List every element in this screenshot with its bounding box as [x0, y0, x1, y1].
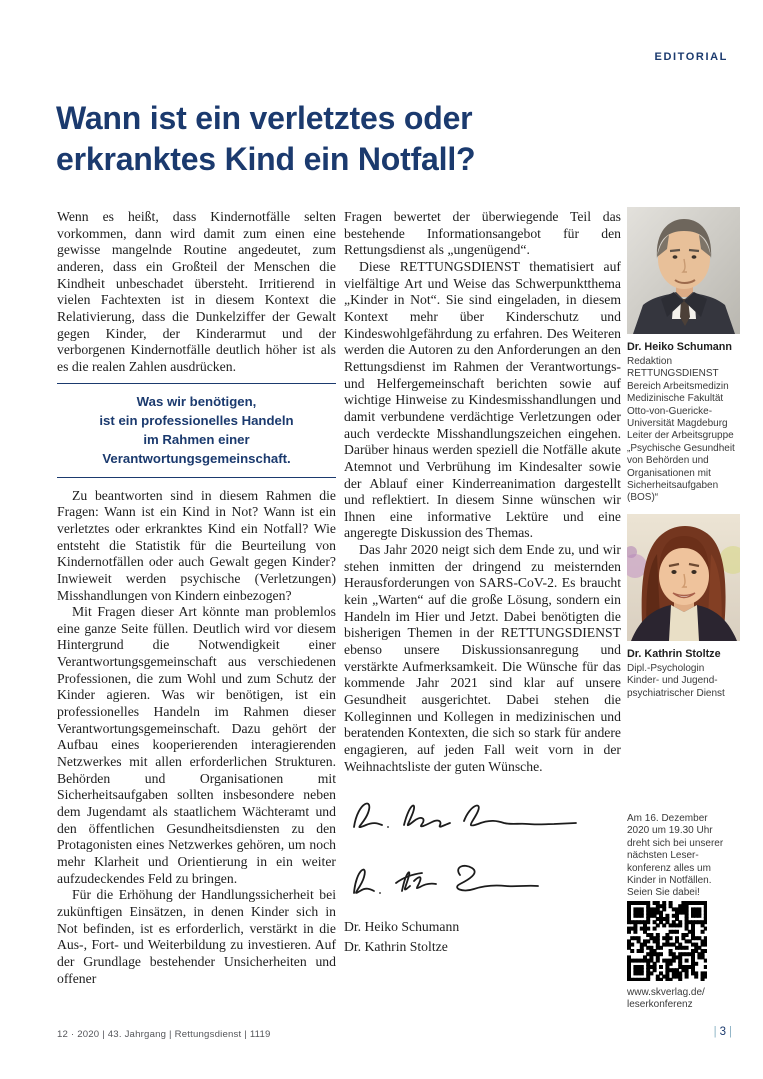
- page-number-bar-right: |: [729, 1026, 732, 1038]
- footer-issue-info: 12 · 2020 | 43. Jahrgang | Rettungsdienst | 1119: [57, 1029, 271, 1040]
- author-photo-heiko-schumann: [627, 207, 740, 334]
- author2-name: Dr. Kathrin Stoltze: [627, 648, 721, 660]
- signature-kathrin-stoltze-image: [344, 853, 569, 905]
- article-column-1: [57, 209, 336, 987]
- page-title: Wann ist ein verletztes oder erkranktes Kind ein Notfall?: [56, 100, 476, 177]
- page-number: [711, 1026, 735, 1038]
- paragraph-group-col1: Zu beantworten sind in diesem Rahmen die Fragen: Wann ist ein Kind in Not? Wann ist ein verletztes oder erkranktes Kind ein Notfall? Wie entsteht die Statistik für die Beurteilung von Kindernotfällen oder auch Gewalt gegen Kinder? Inwieweit werden psychische (Verletzungen) Misshandlungen von Kindern einbezogen? Mit Fragen dieser Art könnte man problemlos eine ganze Seite füllen. Deutlich wird vor diesem Hintergrund die Notwendigkeit einer Verantwortungsgemeinschaft aus verschiedenen Professionen, die zum Wohl und zum Schutz der Kinder agieren. Was wir benötigen, ist ein professionelles Handeln im Rahmen dieser Verantwortungsgemeinschaft. Dazu gehört der Aufbau eines kooperierenden interagierenden Netzwerkes mit allen erforderlichen Strukturen. Behörden und Organisationen mit Sicherheitsaufgaben sollten insbesondere neben dem Jugendamt als staatlichem Wächteramt und den öffentlichen Gesundheitsdiensten zu den Protagonisten eines Netzwerkes gehören, um noch mehr Klarheit und Orientierung in ein weiter aufzudeckendes Feld zu bringen. Für die Erhöhung der Handlungssicherheit bei zukünftigen Einsätzen, in denen Kinder sich in Not befinden, ist es erforderlich, verstärkt in die Aus-, Fort- und Weiterbildung zu investieren. Auf der Grundlage bestehender Unsicherheiten und offener: [57, 487, 336, 986]
- sidebar: [627, 207, 743, 1022]
- signatory-names: Dr. Heiko Schumann Dr. Kathrin Stoltze: [344, 919, 460, 954]
- page-number-bar-left: |: [713, 1026, 717, 1038]
- signatures-block: [344, 791, 621, 956]
- author1-bio: Redaktion RETTUNGSDIENST Bereich Arbeitsmedizin Medizinische Fakultät Otto-von-Guericke- Universität Magdeburg Leiter der Arbeitsgruppe „Psychische Gesundheit von Behörden und Organisationen mit Sicherheitsaufgaben (BOS)“: [627, 356, 735, 504]
- author1-name: Dr. Heiko Schumann: [627, 341, 732, 353]
- author1-caption: [627, 341, 735, 505]
- section-label: EDITORIAL: [654, 51, 728, 63]
- qr-code-url: www.skverlag.de/ leserkonferenz: [627, 987, 705, 1011]
- pull-quote: Was wir benötigen, ist ein professionelles Handeln im Rahmen einer Verantwortungsgemeinschaft.: [57, 383, 336, 478]
- signature-heiko-schumann-image: [344, 791, 589, 839]
- paragraph-group-col2: Diese RETTUNGSDIENST thematisiert auf vielfältige Art und Weise das Schwerpunktthema „Kinder in Not“. Sie sind eingeladen, in diesem Kontext mehr über Kinderschutz und Kindeswohlgefährdung zu erfahren. Des Weiteren werden die Autoren zu den Anforderungen an den Rettungsdienst im Rahmen der Verantwortungs- und Helfergemeinschaft berichten sowie auf wichtige Hinweise zu Kindesmisshandlungen und damit verbundene verdächtige Verletzungen oder auch verdeckte Misshandlungszeichen eingehen. Darüber hinaus werden speziell die Notfälle akute Atemnot und Verbrühung im Kindesalter sowie der Ablauf einer Kinderreanimation dargestellt und reflektiert. In diesem Sinne wünschen wir Ihnen eine informative Lektüre und eine angeregte Diskussion des Themas. Das Jahr 2020 neigt sich dem Ende zu, und wir stehen inmitten der dringend zu meisternden Herausforderungen von SARS-CoV-2. Es braucht kein „Warten“ auf die große Lösung, sondern ein Handeln im Hier und Jetzt. Dabei benötigten die bisherigen Themen in der RETTUNGSDIENST ebenso unsere Diskussionsanregung und verstärkte Aufmerksamkeit. Die Wünsche für das kommende Jahr 2021 sind klar auf unsere Gesundheit ausgerichtet. Dabei stehen die Kolleginnen und Kollegen in medizinischen und beratenden Kontexten, die sich so stark für andere engagieren, auf jeden Fall weit vorn in der Weihnachtsliste der guten Wünsche.: [344, 258, 621, 774]
- paragraph-intro: Wenn es heißt, dass Kindernotfälle selten vorkommen, dann wird damit zum einen eine gewisse mangelnde Routine angedeutet, zum anderen, dass ein Großteil der Menschen die Kindheit unbeschadet übersteht. Irritierend in vielen Fachtexten ist in diesem Kontext die Relativierung, dass die Dunkelziffer der Gewalt gegen Kinder, der Kinderarmut und der verborgenen Kindernotfälle deutlich höher ist als es die realen Zahlen ausdrücken.: [57, 209, 336, 374]
- page-number-value: 3: [719, 1026, 726, 1038]
- author2-caption: [627, 648, 725, 700]
- paragraph-continuation: Fragen bewertet der überwiegende Teil das bestehende Informationsangebot für den Rettungsdienst als „ungenügend“.: [344, 209, 621, 258]
- author2-bio: Dipl.-Psychologin Kinder- und Jugend- psychiatrischer Dienst: [627, 663, 725, 699]
- author-photo-kathrin-stoltze: [627, 514, 740, 641]
- reader-conference-note: Am 16. Dezember 2020 um 19.30 Uhr dreht sich bei unserer nächsten Leser- konferenz alles um Kinder in Notfällen. Seien Sie dabei!: [627, 813, 724, 899]
- article-column-2: [344, 209, 621, 956]
- qr-code: [627, 901, 707, 986]
